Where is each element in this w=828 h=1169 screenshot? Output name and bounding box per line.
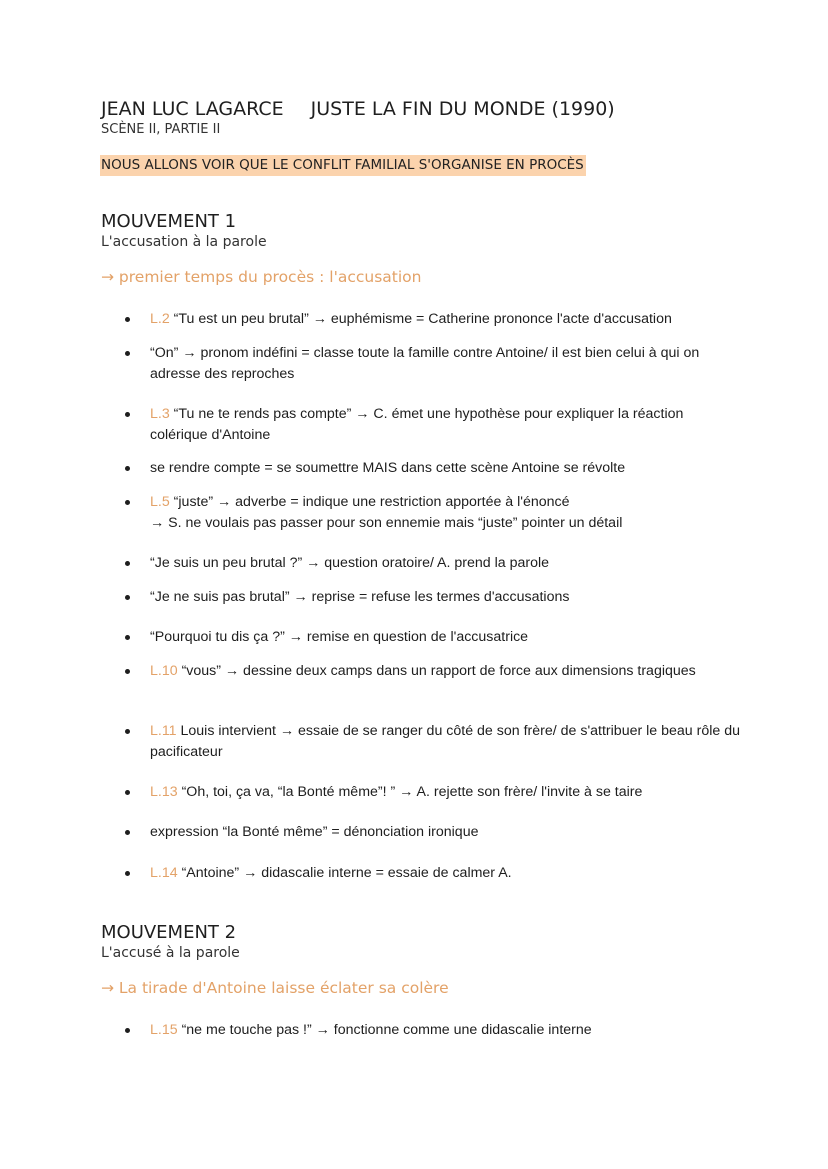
bullet-icon xyxy=(125,871,130,876)
thesis-highlight: NOUS ALLONS VOIR QUE LE CONFLIT FAMILIAL S'ORGANISE EN PROCÈS xyxy=(100,155,586,176)
line-ref: L.14 xyxy=(150,865,178,881)
item-text: “ne me touche pas !” → fonctionne comme une didascalie interne xyxy=(177,1022,592,1038)
list-item xyxy=(150,343,740,384)
line-ref: L.10 xyxy=(150,663,178,679)
list-item xyxy=(150,309,740,330)
item-text: Louis intervient → essaie de se ranger du côté de son frère/ de s'attribuer le beau rôle du pacificateur xyxy=(150,723,741,760)
bullet-icon xyxy=(125,351,130,356)
list-item xyxy=(150,587,740,608)
item-text: “Je suis un peu brutal ?” → question oratoire/ A. prend la parole xyxy=(150,555,550,571)
item-text: “juste” → adverbe = indique une restriction apportée à l'énoncé xyxy=(169,494,570,510)
line-ref: L.13 xyxy=(150,784,178,800)
line-ref: L.15 xyxy=(150,1022,178,1038)
movement-2-title: MOUVEMENT 2 xyxy=(101,922,237,943)
bullet-icon xyxy=(125,669,130,674)
item-text: se rendre compte = se soumettre MAIS dans cette scène Antoine se révolte xyxy=(150,460,626,476)
item-text: “Tu ne te rends pas compte” → C. émet une hypothèse pour expliquer la réaction colérique d'Antoine xyxy=(150,406,684,443)
line-ref: L.3 xyxy=(150,406,170,422)
scene-label: SCÈNE II, PARTIE II xyxy=(101,122,221,137)
bullet-icon xyxy=(125,317,130,322)
item-text-continuation: → S. ne voulais pas passer pour son ennemie mais “juste” pointer un détail xyxy=(150,514,623,531)
list-item xyxy=(150,458,740,479)
movement-1-arrow-heading: → premier temps du procès : l'accusation xyxy=(101,268,422,286)
list-item xyxy=(150,553,740,574)
bullet-icon xyxy=(125,412,130,417)
bullet-icon xyxy=(125,500,130,505)
list-item xyxy=(150,492,740,533)
bullet-icon xyxy=(125,635,130,640)
item-text: “Oh, toi, ça va, “la Bonté même”! ” → A. rejette son frère/ l'invite à se taire xyxy=(177,784,643,800)
work-title: JUSTE LA FIN DU MONDE (1990) xyxy=(310,98,615,120)
bullet-icon xyxy=(125,830,130,835)
bullet-icon xyxy=(125,595,130,600)
bullet-icon xyxy=(125,561,130,566)
line-ref: L.5 xyxy=(150,494,170,510)
item-text: “Pourquoi tu dis ça ?” → remise en question de l'accusatrice xyxy=(150,629,529,645)
movement-1-subtitle: L'accusation à la parole xyxy=(101,234,267,250)
author-name: JEAN LUC LAGARCE xyxy=(101,98,284,120)
list-item xyxy=(150,822,740,843)
list-item xyxy=(150,863,740,884)
bullet-icon xyxy=(125,790,130,795)
item-text: expression “la Bonté même” = dénonciation ironique xyxy=(150,824,479,840)
line-ref: L.2 xyxy=(150,311,170,327)
item-text: “On” → pronom indéfini = classe toute la famille contre Antoine/ il est bien celui à qui on adresse des reproches xyxy=(150,345,700,382)
bullet-icon xyxy=(125,729,130,734)
list-item xyxy=(150,404,740,445)
line-ref: L.11 xyxy=(150,723,177,739)
movement-1-title: MOUVEMENT 1 xyxy=(101,211,237,232)
bullet-icon xyxy=(125,466,130,471)
list-item xyxy=(150,782,740,803)
movement-2-subtitle: L'accusé à la parole xyxy=(101,945,240,961)
list-item xyxy=(150,661,740,682)
item-text: “Tu est un peu brutal” → euphémisme = Catherine prononce l'acte d'accusation xyxy=(169,311,672,327)
list-item xyxy=(150,1020,740,1041)
list-item xyxy=(150,627,740,648)
item-text: “Antoine” → didascalie interne = essaie de calmer A. xyxy=(177,865,512,881)
item-text: “Je ne suis pas brutal” → reprise = refuse les termes d'accusations xyxy=(150,589,570,605)
bullet-icon xyxy=(125,1028,130,1033)
movement-2-arrow-heading: → La tirade d'Antoine laisse éclater sa colère xyxy=(101,979,449,997)
document-title xyxy=(101,98,615,120)
list-item xyxy=(150,721,740,762)
item-text: “vous” → dessine deux camps dans un rapport de force aux dimensions tragiques xyxy=(177,663,696,679)
